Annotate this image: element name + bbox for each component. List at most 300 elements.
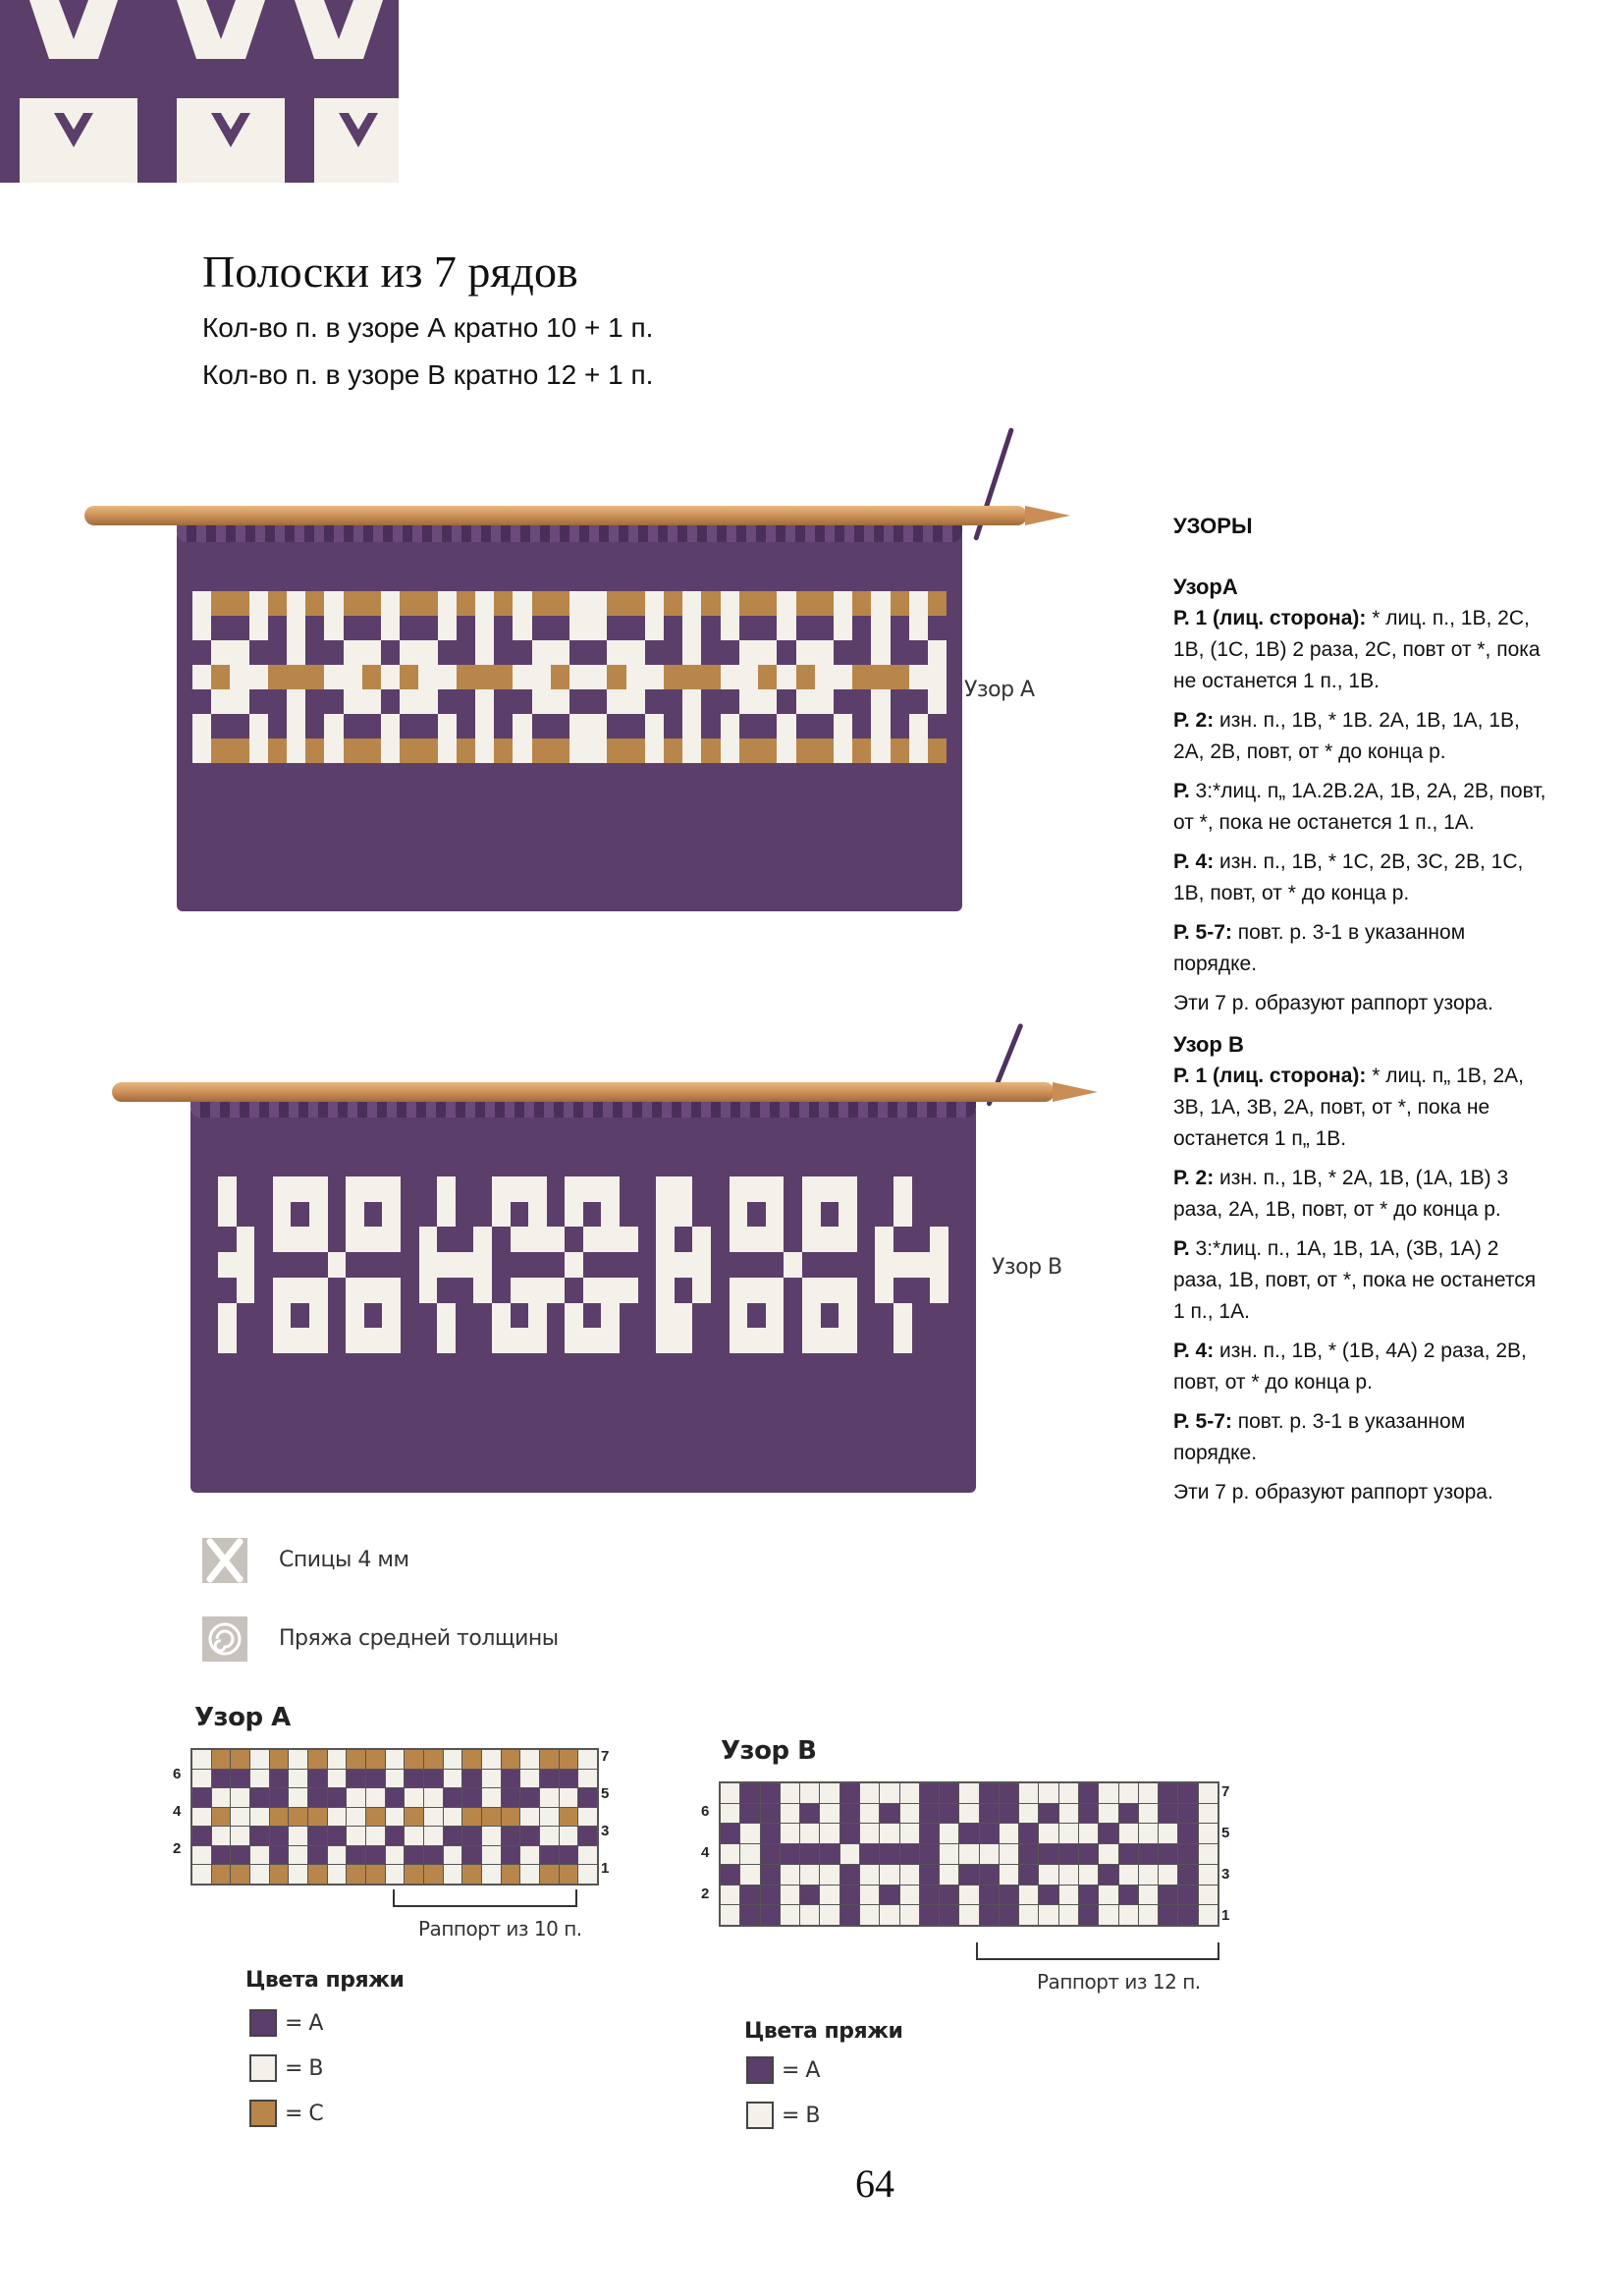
chart-cell — [444, 1808, 462, 1827]
stitch — [457, 665, 475, 689]
chart-row-number: 1 — [601, 1860, 610, 1877]
stitch — [237, 1303, 255, 1329]
chart-cell — [900, 1844, 919, 1864]
chart-cell — [386, 1750, 405, 1769]
stitch — [758, 665, 777, 689]
chart-cell — [328, 1846, 347, 1865]
stitch — [419, 1278, 438, 1303]
stitch — [473, 1278, 492, 1303]
chart-cell — [192, 1827, 211, 1845]
chart-cell — [405, 1788, 423, 1807]
stitch — [692, 1176, 711, 1202]
chart-cell — [761, 1905, 780, 1925]
stitch — [346, 1328, 364, 1353]
stitch — [928, 738, 947, 763]
chart-cell — [800, 1804, 819, 1824]
stitch — [494, 616, 513, 640]
stitch — [382, 1252, 401, 1278]
stitch — [758, 616, 777, 640]
stitch — [802, 1303, 821, 1329]
stitch — [891, 640, 909, 665]
pattern-b-title: Узор В — [1173, 1032, 1244, 1057]
stitch — [777, 714, 795, 738]
stitch — [928, 616, 947, 640]
stitch — [682, 714, 701, 738]
stitch — [532, 616, 551, 640]
chart-cell — [289, 1788, 307, 1807]
stitch — [511, 1202, 529, 1228]
chart-cell — [900, 1886, 919, 1905]
stitch — [528, 1278, 547, 1303]
instruction-row-label: Р. 2: — [1173, 1167, 1215, 1189]
chart-cell — [860, 1865, 879, 1885]
stitch — [930, 1176, 948, 1202]
stitch — [382, 1328, 401, 1353]
stitch — [381, 640, 400, 665]
chart-cell — [781, 1905, 799, 1925]
page-title: Полоски из 7 рядов — [202, 246, 578, 297]
chart-cell — [1039, 1804, 1057, 1824]
chart-cell — [405, 1865, 423, 1884]
stitch — [494, 738, 513, 763]
instruction-step — [1173, 917, 1546, 980]
chart-cell — [424, 1770, 443, 1788]
stitch — [626, 689, 645, 714]
chart-cell — [980, 1824, 999, 1843]
chart-cell — [366, 1788, 385, 1807]
stitch — [626, 665, 645, 689]
chart-cell — [740, 1804, 759, 1824]
stitch — [583, 1176, 602, 1202]
chart-cell — [761, 1824, 780, 1843]
stitch — [815, 714, 834, 738]
chart-cell — [1139, 1783, 1158, 1803]
stitch — [875, 1176, 893, 1202]
stitch — [909, 714, 928, 738]
stitch — [692, 1227, 711, 1252]
chart-cell — [840, 1865, 859, 1885]
chart-cell — [482, 1770, 501, 1788]
stitch — [401, 1303, 419, 1329]
chart-cell — [289, 1846, 307, 1865]
stitch — [620, 1202, 638, 1228]
stitch — [418, 616, 437, 640]
chart-cell — [1019, 1844, 1038, 1864]
stitch — [328, 1202, 347, 1228]
chart-cell — [462, 1788, 481, 1807]
chart-cell — [192, 1788, 211, 1807]
stitch — [218, 1176, 237, 1202]
color-swatch — [746, 2102, 774, 2129]
chart-cell — [800, 1824, 819, 1843]
stitch — [309, 1278, 328, 1303]
chart-cell — [920, 1844, 939, 1864]
stitch — [344, 714, 362, 738]
stitch — [492, 1176, 511, 1202]
stitch — [192, 689, 211, 714]
chart-cell — [462, 1827, 481, 1845]
stitch — [893, 1176, 912, 1202]
stitch — [739, 714, 758, 738]
stitch — [607, 591, 625, 616]
stitch — [381, 714, 400, 738]
chart-cell — [250, 1827, 269, 1845]
chart-cell — [328, 1808, 347, 1827]
chart-cell — [1019, 1886, 1038, 1905]
stitch — [588, 689, 607, 714]
stitch — [784, 1202, 802, 1228]
chart-cell — [270, 1808, 289, 1827]
stitch — [739, 591, 758, 616]
stitch — [692, 1303, 711, 1329]
stitch — [766, 1328, 785, 1353]
stitch — [551, 738, 569, 763]
stitch — [401, 1278, 419, 1303]
stitch — [692, 1252, 711, 1278]
stitch — [682, 616, 701, 640]
chart-cell — [540, 1846, 559, 1865]
chart-cell — [1139, 1844, 1158, 1864]
chart-cell — [366, 1827, 385, 1845]
stitch — [528, 1303, 547, 1329]
stitch — [891, 689, 909, 714]
stitch — [583, 1303, 602, 1329]
stitch — [211, 640, 230, 665]
chart-cell — [308, 1770, 327, 1788]
stitch — [532, 591, 551, 616]
stitch — [565, 1176, 583, 1202]
chart-cell — [721, 1844, 739, 1864]
instruction-step — [1173, 988, 1546, 1019]
stitch — [638, 1328, 657, 1353]
chart-cell — [270, 1846, 289, 1865]
stitch — [346, 1202, 364, 1228]
chart-cell — [920, 1804, 939, 1824]
stitch — [852, 665, 871, 689]
stitch — [909, 640, 928, 665]
stitch — [930, 1328, 948, 1353]
stitch — [821, 1252, 839, 1278]
chart-cell — [900, 1824, 919, 1843]
stitch — [766, 1227, 785, 1252]
chart-cell — [347, 1846, 365, 1865]
stitch — [309, 1252, 328, 1278]
stitch — [664, 714, 682, 738]
stitch — [192, 640, 211, 665]
stitch — [475, 738, 494, 763]
stitch — [839, 1303, 857, 1329]
stitch — [656, 1278, 675, 1303]
instruction-text: Эти 7 р. образуют раппорт узора. — [1173, 992, 1493, 1014]
stitch — [912, 1252, 931, 1278]
stitch — [875, 1252, 893, 1278]
chart-cell — [1178, 1905, 1197, 1925]
stitch — [607, 689, 625, 714]
stitch — [875, 1303, 893, 1329]
chart-cell — [1000, 1844, 1018, 1864]
stitch — [532, 689, 551, 714]
stitch — [305, 591, 324, 616]
stitch — [784, 1252, 802, 1278]
stitch — [456, 1252, 474, 1278]
chart-cell — [1178, 1886, 1197, 1905]
chart-cell — [840, 1824, 859, 1843]
chart-cell — [405, 1827, 423, 1845]
stitch — [511, 1227, 529, 1252]
chart-cell — [347, 1865, 365, 1884]
stitch — [254, 1252, 273, 1278]
stitch — [766, 1303, 785, 1329]
chart-cell — [192, 1865, 211, 1884]
stitch — [620, 1176, 638, 1202]
chart-cell — [444, 1846, 462, 1865]
stitch — [418, 689, 437, 714]
chart-cell — [1079, 1844, 1098, 1864]
chart-cell — [900, 1905, 919, 1925]
stitch — [777, 640, 795, 665]
stitch — [645, 591, 664, 616]
chart-cell — [959, 1886, 978, 1905]
chart-cell — [289, 1770, 307, 1788]
stitch — [871, 738, 890, 763]
stitch — [324, 714, 343, 738]
stitch — [492, 1202, 511, 1228]
stitch — [551, 640, 569, 665]
stitch — [400, 738, 418, 763]
stitch — [492, 1328, 511, 1353]
chart-cell — [959, 1865, 978, 1885]
chart-cell — [482, 1750, 501, 1769]
chart-cell — [560, 1827, 578, 1845]
chart-cell — [820, 1824, 839, 1843]
stitch — [656, 1202, 675, 1228]
stitch — [438, 640, 457, 665]
band-row — [192, 689, 947, 714]
stitch — [254, 1328, 273, 1353]
chart-cell — [959, 1905, 978, 1925]
stitch — [852, 640, 871, 665]
stitch — [730, 1328, 748, 1353]
chart-cell — [721, 1886, 739, 1905]
stitch — [626, 616, 645, 640]
chart-cell — [1019, 1804, 1038, 1824]
chart-row-number: 3 — [601, 1823, 610, 1839]
stitch — [511, 1252, 529, 1278]
stitch — [362, 665, 381, 689]
stitch — [381, 591, 400, 616]
instruction-row-label: Р. 5-7: — [1173, 1410, 1232, 1433]
instruction-step — [1173, 1336, 1546, 1398]
stitch — [796, 714, 815, 738]
chart-cell — [860, 1824, 879, 1843]
stitch — [645, 714, 664, 738]
stitch — [857, 1252, 876, 1278]
chart-cell — [366, 1865, 385, 1884]
stitch — [912, 1176, 931, 1202]
stitch — [438, 616, 457, 640]
stitch — [324, 640, 343, 665]
stitch — [871, 689, 890, 714]
chart-cell — [270, 1865, 289, 1884]
chart-cell — [212, 1770, 231, 1788]
chart-cell — [800, 1905, 819, 1925]
chart-cell — [761, 1783, 780, 1803]
chart-cell — [980, 1905, 999, 1925]
stitch — [218, 1202, 237, 1228]
stitch — [721, 714, 739, 738]
stitch — [909, 591, 928, 616]
chart-cell — [462, 1770, 481, 1788]
chart-cell — [1019, 1905, 1038, 1925]
stitch — [457, 591, 475, 616]
stitch — [839, 1202, 857, 1228]
stitch — [588, 640, 607, 665]
pattern-a-steps — [1173, 603, 1546, 1019]
chart-cell — [1139, 1865, 1158, 1885]
stitch — [912, 1303, 931, 1329]
stitch — [494, 714, 513, 738]
stitch — [871, 665, 890, 689]
stitch — [532, 714, 551, 738]
chart-cell — [578, 1750, 597, 1769]
stitch — [192, 616, 211, 640]
stitch — [328, 1227, 347, 1252]
chart-cell — [1159, 1844, 1177, 1864]
stitch — [237, 1278, 255, 1303]
chart-cell — [900, 1783, 919, 1803]
instruction-row-label: Р. 1 (лиц. сторона): — [1173, 1065, 1367, 1087]
chart-cell — [462, 1808, 481, 1827]
chart-cell — [940, 1886, 958, 1905]
chart-cell — [212, 1865, 231, 1884]
stitch — [192, 665, 211, 689]
chart-cell — [781, 1804, 799, 1824]
stitch — [815, 689, 834, 714]
chart-cell — [1039, 1886, 1057, 1905]
stitch — [218, 1328, 237, 1353]
stitch — [532, 665, 551, 689]
chart-cell — [578, 1788, 597, 1807]
chart-cell — [940, 1905, 958, 1925]
stitch — [513, 689, 531, 714]
chart-cell — [289, 1808, 307, 1827]
stitch — [237, 1328, 255, 1353]
chart-cell — [520, 1788, 539, 1807]
stitch — [268, 591, 287, 616]
chart-cell — [761, 1844, 780, 1864]
stitch — [381, 616, 400, 640]
stitch — [583, 1252, 602, 1278]
chart-cell — [1159, 1804, 1177, 1824]
chart-cell — [328, 1788, 347, 1807]
chart-cell — [502, 1750, 520, 1769]
chart-cell — [231, 1788, 249, 1807]
chart-cell — [820, 1804, 839, 1824]
chart-cell — [308, 1750, 327, 1769]
stitch — [891, 591, 909, 616]
photo-label-b: Узор В — [992, 1255, 1062, 1280]
chart-cell — [761, 1804, 780, 1824]
instruction-text: повт. р. 3-1 в указанном порядке. — [1173, 921, 1466, 975]
stitch — [891, 665, 909, 689]
stitch — [551, 591, 569, 616]
stitch — [362, 714, 381, 738]
chart-cell — [1139, 1905, 1158, 1925]
stitch — [419, 1303, 438, 1329]
stitch — [305, 616, 324, 640]
stitch — [494, 591, 513, 616]
stitch — [701, 689, 720, 714]
chart-cell — [1159, 1905, 1177, 1925]
stitch — [362, 689, 381, 714]
stitch — [346, 1176, 364, 1202]
stitch — [852, 714, 871, 738]
legend-label: = С — [285, 2101, 324, 2126]
stitch — [401, 1328, 419, 1353]
stitch — [620, 1252, 638, 1278]
stitch — [583, 1202, 602, 1228]
chart-cell — [366, 1750, 385, 1769]
chart-cell — [1199, 1824, 1218, 1843]
stitch — [777, 689, 795, 714]
stitch — [834, 738, 852, 763]
chart-cell — [1000, 1824, 1018, 1843]
stitch — [607, 640, 625, 665]
stitch — [364, 1303, 383, 1329]
stitch — [675, 1252, 693, 1278]
stitch — [739, 738, 758, 763]
chart-cell — [1039, 1844, 1057, 1864]
chart-cell — [1099, 1844, 1117, 1864]
stitch — [419, 1227, 438, 1252]
instruction-row-label: Р. 2: — [1173, 709, 1215, 732]
chart-cell — [520, 1846, 539, 1865]
chart-cell — [1119, 1844, 1138, 1864]
stitch — [626, 738, 645, 763]
legend-item — [249, 2054, 323, 2082]
knitting-needle — [84, 506, 1027, 525]
stitch — [875, 1328, 893, 1353]
detail-photo-knit — [0, 0, 399, 183]
stitch — [682, 665, 701, 689]
stitch — [494, 665, 513, 689]
stitch — [796, 689, 815, 714]
yarn-ball-icon — [202, 1616, 247, 1662]
stitch — [362, 616, 381, 640]
stitch — [607, 665, 625, 689]
stitch — [346, 1303, 364, 1329]
chart-cell — [840, 1783, 859, 1803]
chart-cell — [740, 1905, 759, 1925]
stitch — [721, 665, 739, 689]
chart-cell — [231, 1770, 249, 1788]
stitch — [758, 689, 777, 714]
stitch — [324, 665, 343, 689]
chart-cell — [1178, 1844, 1197, 1864]
stitch — [834, 640, 852, 665]
chart-cell — [1099, 1865, 1117, 1885]
instruction-row-label: Р. — [1173, 780, 1190, 802]
chart-cell — [721, 1865, 739, 1885]
stitch — [400, 591, 418, 616]
stitch — [626, 591, 645, 616]
stitch — [401, 1227, 419, 1252]
stitch — [601, 1278, 620, 1303]
instruction-step — [1173, 776, 1546, 839]
chart-cell — [520, 1827, 539, 1845]
legend-item — [249, 2100, 323, 2127]
chart-cell — [1019, 1865, 1038, 1885]
